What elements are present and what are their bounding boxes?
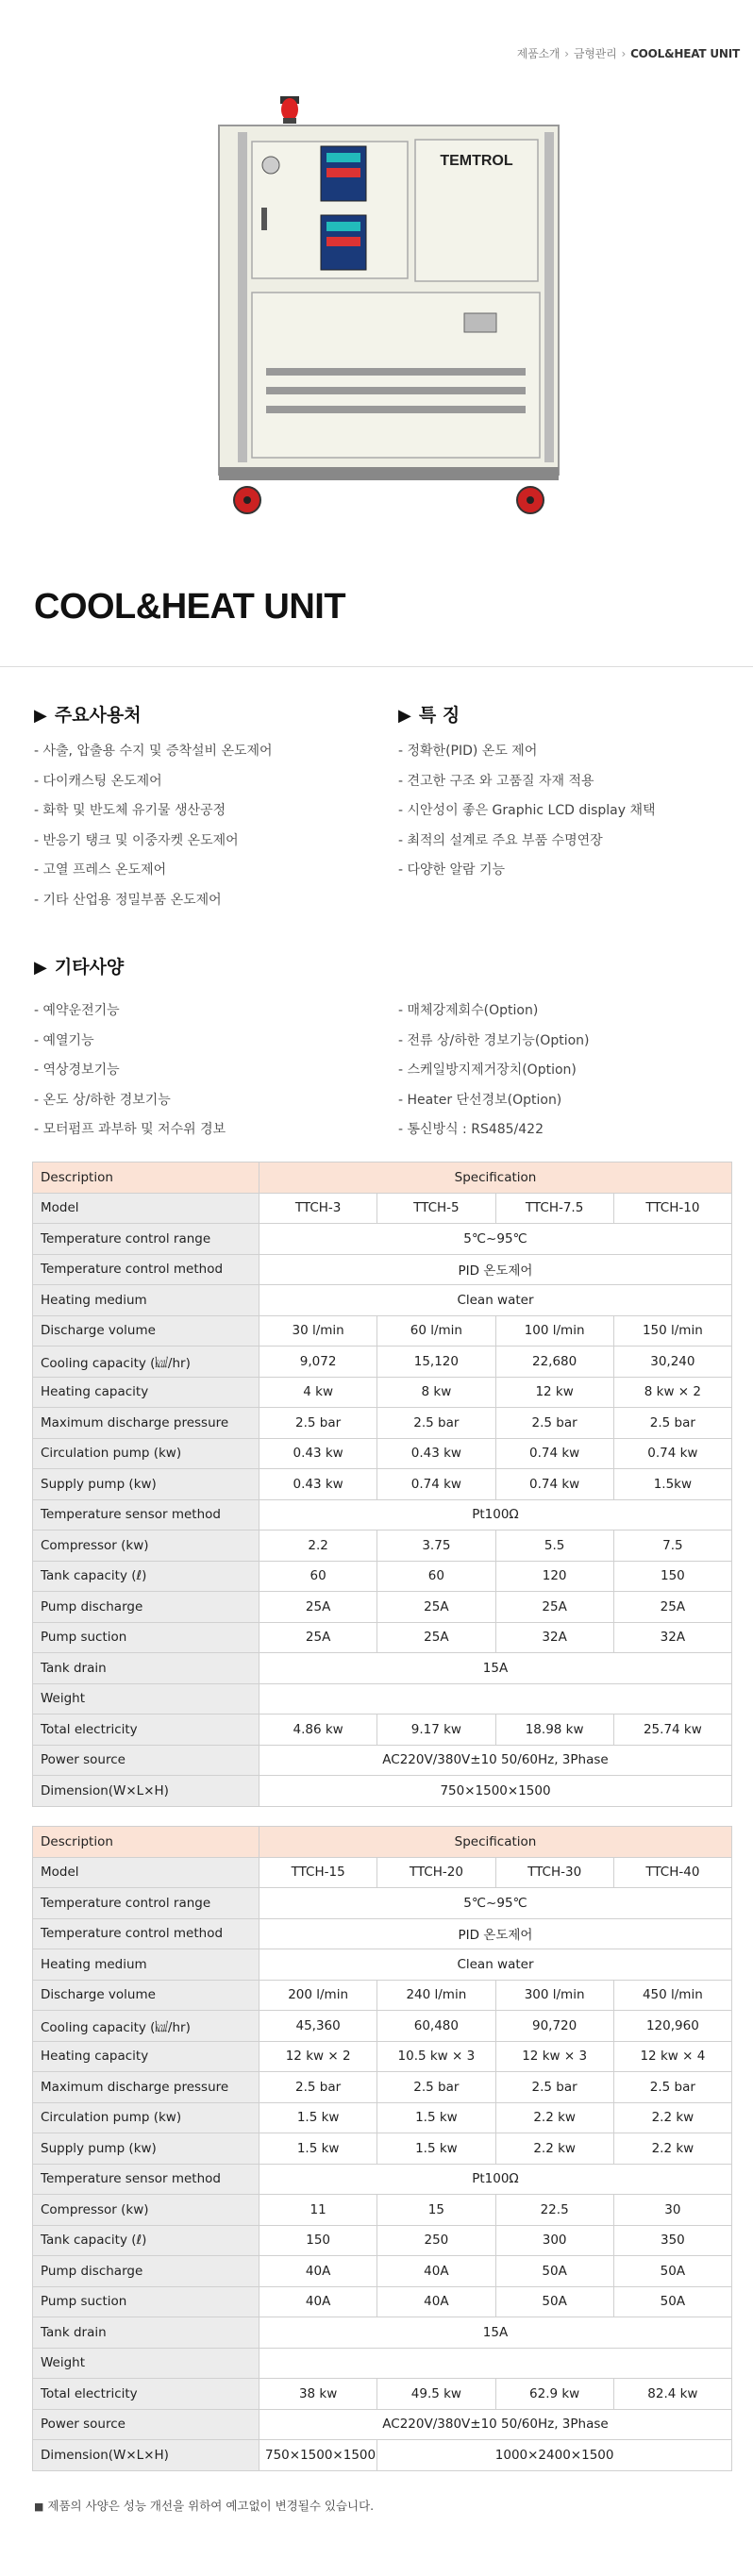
breadcrumb-item-current: COOL&HEAT UNIT <box>630 47 740 60</box>
list-item: - 통신방식 : RS485/422 <box>398 1122 544 1137</box>
table-row <box>33 1224 732 1255</box>
row-label: Circulation pump (kw) <box>33 1438 259 1469</box>
list-item: - 사출, 압출용 수지 및 증착설비 온도제어 <box>34 744 273 759</box>
table-cell: TTCH-7.5 <box>495 1193 613 1224</box>
list-item: - 다양한 알람 기능 <box>398 862 506 878</box>
table-row <box>33 2133 732 2165</box>
row-label: Total electricity <box>33 1715 259 1746</box>
table-cell-span: Pt100Ω <box>259 1499 732 1531</box>
table-header-row <box>33 1163 732 1194</box>
table-cell: 2.2 kw <box>613 2133 731 2165</box>
section-heading-usage: ▶ 주요사용처 <box>34 705 142 726</box>
triangle-right-icon: ▶ <box>398 706 411 726</box>
table-row <box>33 2379 732 2410</box>
table-cell: 240 l/min <box>377 1980 495 2011</box>
table-cell-span: AC220V/380V±10 50/60Hz, 3Phase <box>259 2409 732 2440</box>
table-cell: 10.5 kw × 3 <box>377 2041 495 2072</box>
table-cell-span: AC220V/380V±10 50/60Hz, 3Phase <box>259 1745 732 1776</box>
table-cell: 4 kw <box>259 1377 377 1408</box>
table-cell: 25A <box>377 1622 495 1653</box>
table-cell: 120 <box>495 1561 613 1592</box>
table-header-row <box>33 1827 732 1858</box>
table-row <box>33 1622 732 1653</box>
breadcrumb <box>517 45 740 61</box>
table-cell: 12 kw × 2 <box>259 2041 377 2072</box>
table-cell: 45,360 <box>259 2011 377 2042</box>
row-label: Maximum discharge pressure <box>33 2072 259 2103</box>
row-label: Tank capacity (ℓ) <box>33 1561 259 1592</box>
table-row <box>33 2317 732 2349</box>
table-row <box>33 1918 732 1949</box>
table-cell: 40A <box>377 2256 495 2287</box>
brand-label: TEMTROL <box>440 153 513 169</box>
table-cell: 30,240 <box>613 1347 731 1378</box>
table-cell: 25A <box>613 1592 731 1623</box>
row-label: Supply pump (kw) <box>33 2133 259 2165</box>
table-cell: 22,680 <box>495 1347 613 1378</box>
table-cell: 1.5 kw <box>377 2102 495 2133</box>
table-row <box>33 1653 732 1684</box>
table-row <box>33 2072 732 2103</box>
table-cell: 0.43 kw <box>259 1438 377 1469</box>
table-cell: 25A <box>377 1592 495 1623</box>
table-cell-span: 5℃~95℃ <box>259 1224 732 1255</box>
table-cell: 3.75 <box>377 1531 495 1562</box>
table-cell: 8 kw <box>377 1377 495 1408</box>
row-label: Dimension(W×L×H) <box>33 1776 259 1807</box>
list-item: - 시안성이 좋은 Graphic LCD display 채택 <box>398 803 656 818</box>
table-cell: 2.2 kw <box>495 2102 613 2133</box>
header-description: Description <box>33 1827 259 1858</box>
table-cell-span: Clean water <box>259 1285 732 1316</box>
table-cell: 11 <box>259 2195 377 2226</box>
table-cell: 7.5 <box>613 1531 731 1562</box>
table-cell: 8 kw × 2 <box>613 1377 731 1408</box>
table-row <box>33 2011 732 2042</box>
features-list <box>398 742 656 891</box>
row-label: Pump discharge <box>33 2256 259 2287</box>
list-item: - 화학 및 반도체 유기물 생산공정 <box>34 803 226 818</box>
square-bullet-icon: ■ <box>34 2501 44 2513</box>
table-row <box>33 2164 732 2195</box>
list-item: - 온도 상/하한 경보기능 <box>34 1092 171 1108</box>
table-cell: 40A <box>377 2286 495 2317</box>
table-cell: 5.5 <box>495 1531 613 1562</box>
table-cell-span: 15A <box>259 2317 732 2349</box>
row-label: Tank drain <box>33 2317 259 2349</box>
table-row <box>33 2256 732 2287</box>
table-cell: TTCH-10 <box>613 1193 731 1224</box>
table-cell: 50A <box>613 2256 731 2287</box>
table-cell-span: PID 온도제어 <box>259 1254 732 1285</box>
table-row <box>33 2102 732 2133</box>
chevron-right-icon: › <box>621 47 627 60</box>
table-cell-span: 5℃~95℃ <box>259 1888 732 1919</box>
row-label: Dimension(W×L×H) <box>33 2440 259 2471</box>
table-cell-span: 750×1500×1500 <box>259 1776 732 1807</box>
table-cell: 150 l/min <box>613 1315 731 1347</box>
table-cell: 60 <box>259 1561 377 1592</box>
row-label: Weight <box>33 1683 259 1715</box>
table-cell: 2.5 bar <box>259 2072 377 2103</box>
table-cell: 0.43 kw <box>259 1469 377 1500</box>
row-label: Temperature control range <box>33 1224 259 1255</box>
section-heading-other: ▶ 기타사양 <box>34 957 125 978</box>
table-cell: 40A <box>259 2256 377 2287</box>
row-label: Pump suction <box>33 1622 259 1653</box>
table-cell: 50A <box>495 2286 613 2317</box>
table-row <box>33 2409 732 2440</box>
table-cell: 62.9 kw <box>495 2379 613 2410</box>
table-cell: 120,960 <box>613 2011 731 2042</box>
table-row <box>33 1561 732 1592</box>
row-label: Maximum discharge pressure <box>33 1408 259 1439</box>
table-cell-span: PID 온도제어 <box>259 1918 732 1949</box>
table-row <box>33 1857 732 1888</box>
list-item: - 스케일방지제거장치(Option) <box>398 1062 577 1078</box>
list-item: - 최적의 설계로 주요 부품 수명연장 <box>398 832 603 848</box>
table-cell: 60 l/min <box>377 1315 495 1347</box>
row-label: Pump suction <box>33 2286 259 2317</box>
table-cell: 25A <box>259 1592 377 1623</box>
page-title: COOL&HEAT UNIT <box>34 587 346 627</box>
breadcrumb-item-products[interactable]: 제품소개 <box>516 47 561 60</box>
row-label: Heating medium <box>33 1285 259 1316</box>
table-cell: TTCH-30 <box>495 1857 613 1888</box>
row-label: Total electricity <box>33 2379 259 2410</box>
table-cell: TTCH-15 <box>259 1857 377 1888</box>
table-cell: 32A <box>495 1622 613 1653</box>
table-row <box>33 1715 732 1746</box>
table-cell-span <box>259 2348 732 2379</box>
table-row <box>33 2348 732 2379</box>
table-row <box>33 1499 732 1531</box>
triangle-right-icon: ▶ <box>34 958 47 978</box>
spec-table-2 <box>32 1826 732 2471</box>
table-row <box>33 1347 732 1378</box>
list-item: - 예열기능 <box>34 1032 94 1048</box>
table-cell: 750×1500×1500 <box>259 2440 377 2471</box>
table-cell: 25A <box>495 1592 613 1623</box>
row-label: Temperature sensor method <box>33 1499 259 1531</box>
list-item: - 다이캐스팅 온도제어 <box>34 773 162 789</box>
list-item: - 전류 상/하한 경보기능(Option) <box>398 1032 590 1048</box>
table-cell: 82.4 kw <box>613 2379 731 2410</box>
table-row <box>33 1254 732 1285</box>
row-label: Model <box>33 1857 259 1888</box>
table-cell-span: 1000×2400×1500 <box>377 2440 732 2471</box>
table-cell-span <box>259 1683 732 1715</box>
table-cell: 12 kw <box>495 1377 613 1408</box>
table-cell: 1.5 kw <box>259 2133 377 2165</box>
row-label: Compressor (kw) <box>33 1531 259 1562</box>
triangle-right-icon: ▶ <box>34 706 47 726</box>
divider <box>0 666 753 667</box>
product-image <box>209 94 568 524</box>
breadcrumb-item-mold[interactable]: 금형관리 <box>573 47 617 60</box>
row-label: Cooling capacity (㎉/hr) <box>33 1347 259 1378</box>
table-cell: 25.74 kw <box>613 1715 731 1746</box>
footnote: ■ 제품의 사양은 성능 개선을 위하여 예고없이 변경될수 있습니다. <box>34 2499 375 2513</box>
table-cell: 49.5 kw <box>377 2379 495 2410</box>
table-cell: TTCH-40 <box>613 1857 731 1888</box>
table-cell: 25A <box>259 1622 377 1653</box>
row-label: Temperature control range <box>33 1888 259 1919</box>
table-row <box>33 2041 732 2072</box>
table-cell-span: 15A <box>259 1653 732 1684</box>
table-cell: 2.5 bar <box>377 1408 495 1439</box>
other-list-right <box>398 1001 589 1150</box>
table-cell-span: Pt100Ω <box>259 2164 732 2195</box>
table-cell: 12 kw × 3 <box>495 2041 613 2072</box>
table-cell: 2.2 <box>259 1531 377 1562</box>
table-cell: 4.86 kw <box>259 1715 377 1746</box>
table-row <box>33 1193 732 1224</box>
row-label: Temperature control method <box>33 1918 259 1949</box>
table-row <box>33 2225 732 2256</box>
table-row <box>33 1745 732 1776</box>
table-cell: 1.5 kw <box>377 2133 495 2165</box>
table-cell: 2.5 bar <box>259 1408 377 1439</box>
table-cell: 40A <box>259 2286 377 2317</box>
table-row <box>33 1469 732 1500</box>
table-cell: 90,720 <box>495 2011 613 2042</box>
table-cell: 0.43 kw <box>377 1438 495 1469</box>
table-cell: 50A <box>613 2286 731 2317</box>
list-item: - 기타 산업용 정밀부품 온도제어 <box>34 892 222 908</box>
table-cell: 2.5 bar <box>613 2072 731 2103</box>
table-cell-span: Clean water <box>259 1949 732 1981</box>
table-cell: 12 kw × 4 <box>613 2041 731 2072</box>
row-label: Discharge volume <box>33 1980 259 2011</box>
table-row <box>33 2195 732 2226</box>
section-heading-features: ▶ 특 징 <box>398 705 460 726</box>
table-cell: 18.98 kw <box>495 1715 613 1746</box>
row-label: Power source <box>33 2409 259 2440</box>
table-row <box>33 2440 732 2471</box>
list-item: - Heater 단선경보(Option) <box>398 1092 562 1108</box>
header-specification: Specification <box>259 1163 732 1194</box>
row-label: Pump discharge <box>33 1592 259 1623</box>
table-row <box>33 1408 732 1439</box>
list-item: - 예약운전기능 <box>34 1003 120 1018</box>
row-label: Cooling capacity (㎉/hr) <box>33 2011 259 2042</box>
table-cell: 30 l/min <box>259 1315 377 1347</box>
table-cell: 450 l/min <box>613 1980 731 2011</box>
table-row <box>33 1949 732 1981</box>
table-row <box>33 1776 732 1807</box>
other-list-left <box>34 1001 226 1150</box>
table-cell: 50A <box>495 2256 613 2287</box>
row-label: Temperature control method <box>33 1254 259 1285</box>
table-cell: 350 <box>613 2225 731 2256</box>
table-row <box>33 1531 732 1562</box>
table-cell: 200 l/min <box>259 1980 377 2011</box>
table-cell: 0.74 kw <box>495 1469 613 1500</box>
list-item: - 정확한(PID) 온도 제어 <box>398 744 538 759</box>
row-label: Heating capacity <box>33 2041 259 2072</box>
table-cell: 0.74 kw <box>377 1469 495 1500</box>
table-cell: 2.2 kw <box>495 2133 613 2165</box>
table-cell: 2.5 bar <box>495 2072 613 2103</box>
row-label: Compressor (kw) <box>33 2195 259 2226</box>
header-description: Description <box>33 1163 259 1194</box>
chevron-right-icon: › <box>564 47 569 60</box>
row-label: Tank capacity (ℓ) <box>33 2225 259 2256</box>
row-label: Weight <box>33 2348 259 2379</box>
table-cell: 15,120 <box>377 1347 495 1378</box>
list-item: - 반응기 탱크 및 이중자켓 온도제어 <box>34 832 239 848</box>
table-cell: TTCH-5 <box>377 1193 495 1224</box>
usage-list <box>34 742 273 920</box>
table-cell: 2.5 bar <box>613 1408 731 1439</box>
table-cell: 1.5kw <box>613 1469 731 1500</box>
header-specification: Specification <box>259 1827 732 1858</box>
table-cell: 0.74 kw <box>495 1438 613 1469</box>
list-item: - 고열 프레스 온도제어 <box>34 862 167 878</box>
table-cell: 150 <box>259 2225 377 2256</box>
list-item: - 역상경보기능 <box>34 1062 120 1078</box>
table-row <box>33 1683 732 1715</box>
table-cell: TTCH-3 <box>259 1193 377 1224</box>
table-cell: 38 kw <box>259 2379 377 2410</box>
row-label: Temperature sensor method <box>33 2164 259 2195</box>
table-cell: 60 <box>377 1561 495 1592</box>
table-cell: 22.5 <box>495 2195 613 2226</box>
row-label: Heating capacity <box>33 1377 259 1408</box>
table-cell: 60,480 <box>377 2011 495 2042</box>
spec-table-1 <box>32 1162 732 1807</box>
row-label: Heating medium <box>33 1949 259 1981</box>
table-row <box>33 1592 732 1623</box>
row-label: Discharge volume <box>33 1315 259 1347</box>
table-cell: 300 l/min <box>495 1980 613 2011</box>
row-label: Model <box>33 1193 259 1224</box>
table-cell: 15 <box>377 2195 495 2226</box>
table-cell: 2.5 bar <box>495 1408 613 1439</box>
table-cell: 300 <box>495 2225 613 2256</box>
table-cell: TTCH-20 <box>377 1857 495 1888</box>
table-cell: 0.74 kw <box>613 1438 731 1469</box>
table-cell: 30 <box>613 2195 731 2226</box>
table-cell: 100 l/min <box>495 1315 613 1347</box>
table-row <box>33 1888 732 1919</box>
table-cell: 9.17 kw <box>377 1715 495 1746</box>
table-row <box>33 1315 732 1347</box>
beacon-light-icon <box>280 96 299 124</box>
table-cell: 150 <box>613 1561 731 1592</box>
table-cell: 250 <box>377 2225 495 2256</box>
row-label: Circulation pump (kw) <box>33 2102 259 2133</box>
table-row <box>33 1377 732 1408</box>
table-row <box>33 2286 732 2317</box>
list-item: - 매체강제회수(Option) <box>398 1003 539 1018</box>
table-cell: 2.5 bar <box>377 2072 495 2103</box>
table-row <box>33 1980 732 2011</box>
table-row <box>33 1285 732 1316</box>
list-item: - 견고한 구조 와 고품질 자재 적용 <box>398 773 594 789</box>
table-cell: 1.5 kw <box>259 2102 377 2133</box>
table-row <box>33 1438 732 1469</box>
table-cell: 32A <box>613 1622 731 1653</box>
caster-wheel-icon <box>234 487 544 513</box>
list-item: - 모터펌프 과부하 및 저수위 경보 <box>34 1122 226 1137</box>
table-cell: 9,072 <box>259 1347 377 1378</box>
row-label: Tank drain <box>33 1653 259 1684</box>
row-label: Power source <box>33 1745 259 1776</box>
table-cell: 2.2 kw <box>613 2102 731 2133</box>
row-label: Supply pump (kw) <box>33 1469 259 1500</box>
